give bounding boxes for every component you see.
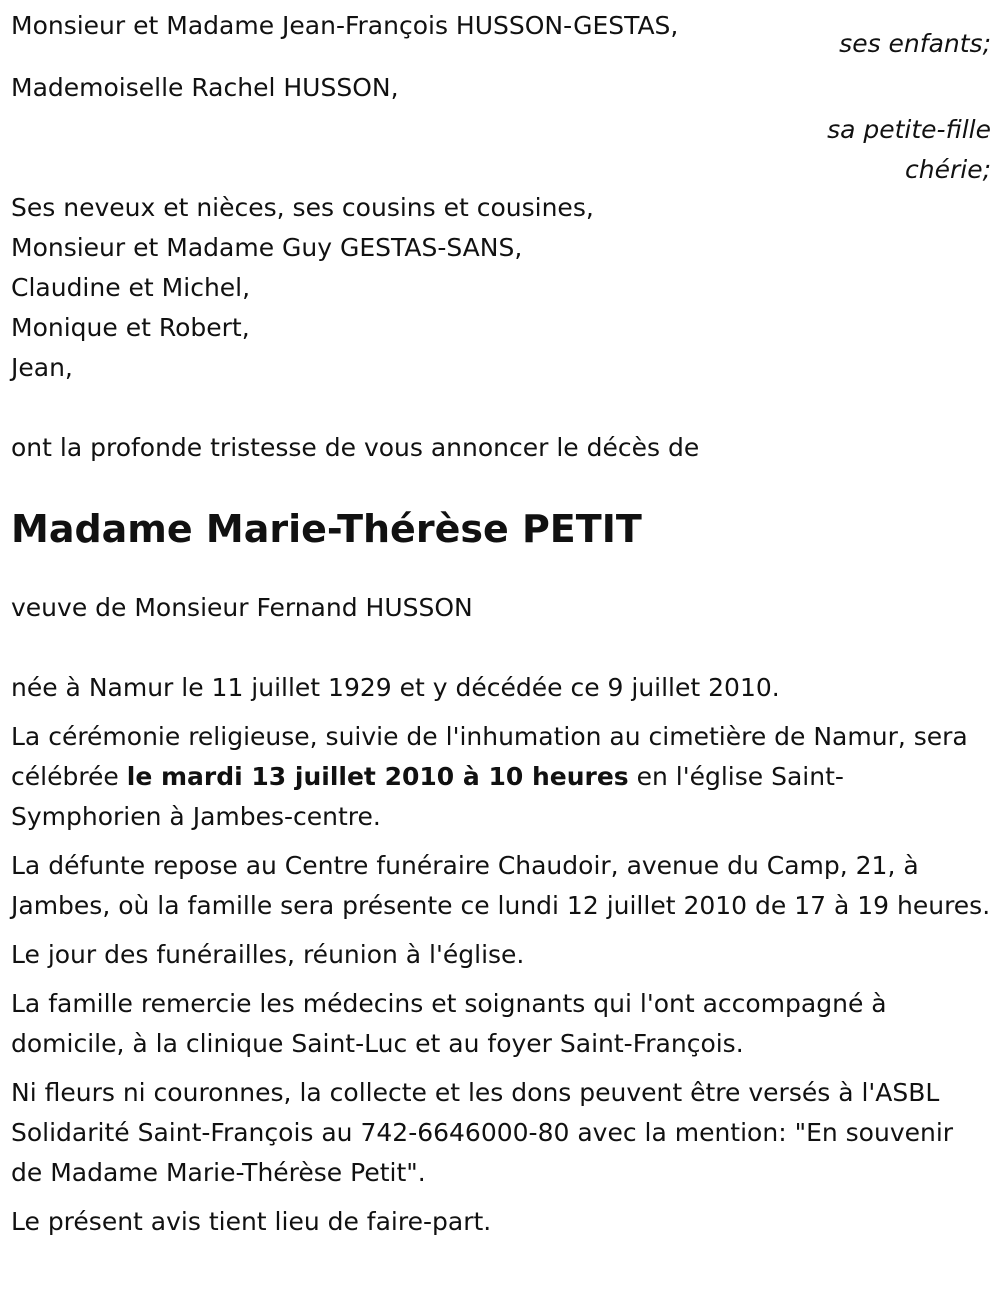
ceremony-info xyxy=(11,717,991,837)
family-role-granddaughter-cont: chérie; xyxy=(905,155,991,184)
deceased-name: Madame Marie-Thérèse PETIT xyxy=(11,507,642,551)
family-other-line: Monsieur et Madame Guy GESTAS-SANS, xyxy=(11,233,523,262)
family-role-children: ses enfants; xyxy=(839,29,991,58)
family-role-row-1 xyxy=(11,29,991,68)
family-granddaughter-name: Mademoiselle Rachel HUSSON, xyxy=(11,73,399,102)
family-others xyxy=(11,188,991,388)
obituary-notice xyxy=(11,6,991,1242)
repose-info: La défunte repose au Centre funéraire Chaudoir, avenue du Camp, 21, à Jambes, où la famille sera présente ce lundi 12 juillet 2010 de 17 à 19 heures. xyxy=(11,851,991,920)
family-role-granddaughter: sa petite-fille xyxy=(827,115,991,144)
announcement-text: ont la profonde tristesse de vous annoncer le décès de xyxy=(11,433,700,462)
family-other-line: Claudine et Michel, xyxy=(11,273,251,302)
family-other-line: Monique et Robert, xyxy=(11,313,250,342)
ceremony-date: le mardi 13 juillet 2010 à 10 heures xyxy=(126,762,629,791)
ceremony-text-after: en l'église Saint-Symphorien à Jambes-centre. xyxy=(11,762,844,831)
ceremony-text-before: La cérémonie religieuse, suivie de l'inhumation au cimetière de Namur, sera célébrée xyxy=(11,722,968,791)
family-other-line: Jean, xyxy=(11,353,73,382)
birth-death-info: née à Namur le 11 juillet 1929 et y décédée ce 9 juillet 2010. xyxy=(11,673,780,702)
family-line-2 xyxy=(11,68,991,108)
meeting-info: Le jour des funérailles, réunion à l'église. xyxy=(11,940,525,969)
family-other-line: Ses neveux et nièces, ses cousins et cousines, xyxy=(11,193,594,222)
family-children-names: Monsieur et Madame Jean-François HUSSON-GESTAS, xyxy=(11,11,679,40)
thanks-text: La famille remercie les médecins et soignants qui l'ont accompagné à domicile, à la clinique Saint-Luc et au foyer Saint-François. xyxy=(11,989,887,1058)
closing-text: Le présent avis tient lieu de faire-part. xyxy=(11,1207,492,1236)
deceased-spouse: veuve de Monsieur Fernand HUSSON xyxy=(11,593,473,622)
family-role-row-2 xyxy=(11,108,991,188)
donations-text: Ni fleurs ni couronnes, la collecte et les dons peuvent être versés à l'ASBL Solidarité Saint-François au 742-6646000-80 avec la mention: "En souvenir de Madame Marie-Thérèse Petit". xyxy=(11,1078,954,1187)
